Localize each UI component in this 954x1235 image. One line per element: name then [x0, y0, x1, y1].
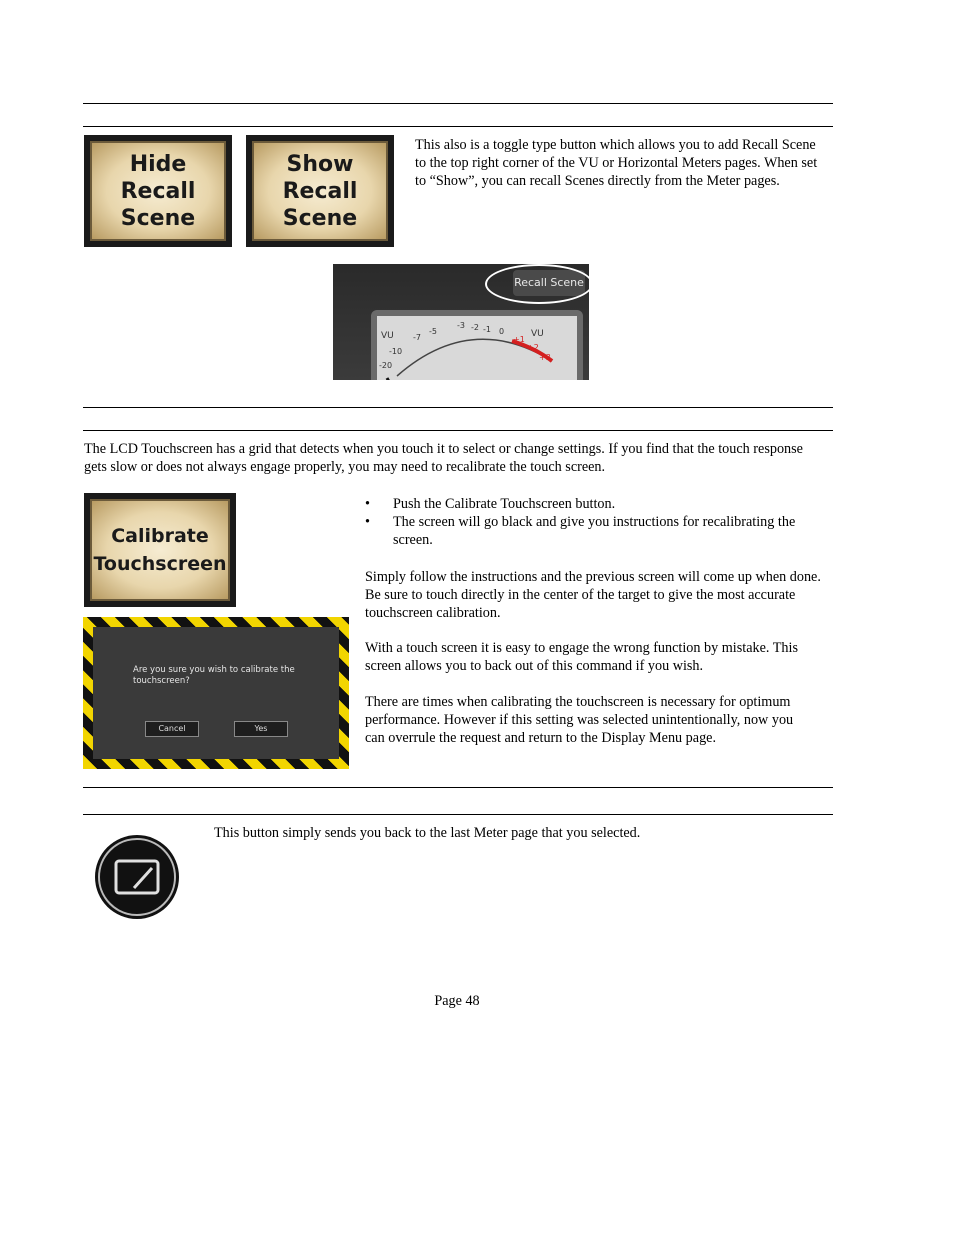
- divider: [83, 407, 833, 408]
- meter-page-button[interactable]: [94, 834, 180, 920]
- scale-label: -1: [483, 325, 491, 334]
- meter-button-description: This button simply sends you back to the last Meter page that you selected.: [214, 825, 641, 841]
- scale-label: 0: [499, 327, 505, 336]
- meter-icon: [94, 834, 180, 920]
- scale-label: -20: [379, 361, 393, 370]
- calibrate-confirm-dialog: [83, 617, 349, 769]
- scale-label: -5: [429, 327, 437, 336]
- scale-label: -10: [389, 347, 403, 356]
- dialog-question: Are you sure you wish to calibrate the touchscreen?: [133, 665, 295, 686]
- calibrate-touchscreen-button[interactable]: [84, 493, 236, 607]
- show-recall-scene-label: Show Recall Scene: [252, 141, 388, 241]
- recall-scene-button[interactable]: Recall Scene: [513, 270, 585, 296]
- page-number: Page 48: [434, 993, 480, 1009]
- scale-label: +1: [513, 335, 525, 344]
- mistake-text: With a touch screen it is easy to engage the wrong function by mistake. This screen allows you to back out of this command if you wish.: [365, 640, 798, 674]
- calibration-steps: [365, 495, 835, 549]
- scale-label: -3: [457, 321, 465, 330]
- scale-label: -2: [471, 323, 479, 332]
- hide-recall-scene-label: Hide Recall Scene: [90, 141, 226, 241]
- vu-meter-face: [371, 310, 583, 380]
- list-item: • Push the Calibrate Touchscreen button.: [365, 495, 835, 513]
- vu-meter-screenshot: [333, 264, 589, 380]
- scale-label: +2: [527, 343, 539, 352]
- cancel-button[interactable]: Cancel: [145, 721, 199, 737]
- show-recall-scene-button[interactable]: [246, 135, 394, 247]
- lcd-intro-text: The LCD Touchscreen has a grid that detects when you touch it to select or change settings. If you find that the touch response gets slow or does not always engage properly, you may need to recalibrate the touch screen.: [84, 441, 803, 475]
- yes-button[interactable]: Yes: [234, 721, 288, 737]
- highlight-circle: [485, 264, 589, 304]
- hide-recall-scene-button[interactable]: [84, 135, 232, 247]
- list-item: • The screen will go black and give you instructions for recalibrating the screen.: [365, 513, 835, 549]
- scale-label: VU: [531, 329, 544, 339]
- calibrate-touchscreen-label: Calibrate Touchscreen: [90, 499, 230, 601]
- overrule-text: There are times when calibrating the touchscreen is necessary for optimum performance. However if this setting was selected unintentionally, now you can overrule the request and return to the Display Menu page.: [365, 694, 794, 746]
- vu-scale-icon: [377, 316, 565, 380]
- divider: [83, 103, 833, 104]
- recall-scene-description: This also is a toggle type button which allows you to add Recall Scene to the top right corner of the VU or Horizontal Meters pages. When set to “Show”, you can recall Scenes directly from the Meter pages.: [415, 137, 818, 189]
- divider: [83, 126, 833, 127]
- divider: [83, 814, 833, 815]
- divider: [83, 787, 833, 788]
- divider: [83, 430, 833, 431]
- follow-instructions-text: Simply follow the instructions and the previous screen will come up when done. Be sure to touch directly in the center of the target to give the most accurate touchscreen calibration.: [365, 569, 821, 621]
- scale-label: +3: [539, 353, 551, 362]
- scale-label: VU: [381, 331, 394, 341]
- scale-label: -7: [413, 333, 421, 342]
